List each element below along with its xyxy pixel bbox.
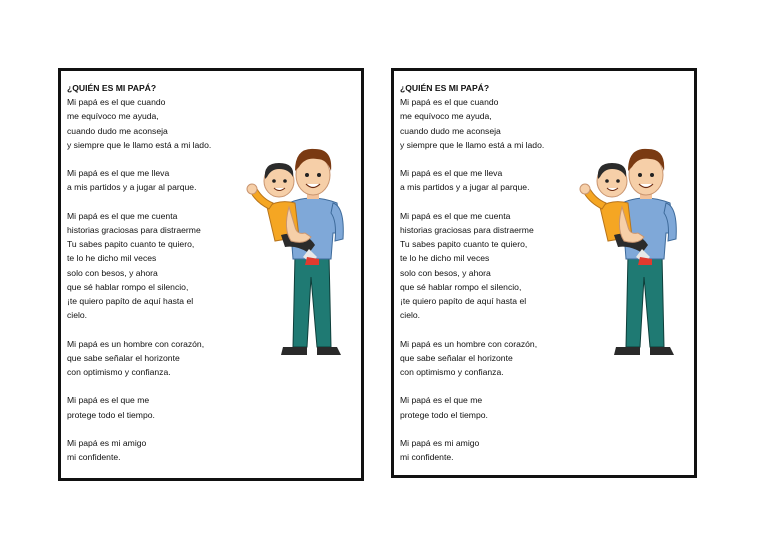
poem-line: protege todo el tiempo. [400, 409, 488, 420]
poem-line: a mis partidos y a jugar al parque. [400, 182, 530, 193]
poem-line: que sabe señalar el horizonte [67, 352, 180, 363]
poem-line: me equívoco me ayuda, [400, 111, 492, 122]
poem-line: Mi papá es el que me lleva [67, 168, 170, 179]
poem-text [400, 81, 600, 464]
poem-line: me equívoco me ayuda, [67, 111, 159, 122]
stanza-gap [400, 152, 600, 166]
poem-line: Mi papá es el que me cuenta [67, 210, 178, 221]
poem-card-right [391, 68, 697, 478]
poem-line: te lo he dicho mil veces [67, 253, 157, 264]
poem-line: Mi papá es un hombre con corazón, [400, 338, 538, 349]
poem-line: ¡te quiero papíto de aquí hasta el [400, 296, 527, 307]
poem-line: que sabe señalar el horizonte [400, 352, 513, 363]
poem-line: Tu sabes papito cuanto te quiero, [67, 239, 195, 250]
poem-line: Mi papá es un hombre con corazón, [67, 338, 205, 349]
poem-line: cielo. [67, 310, 88, 321]
poem-line: mi confidente. [400, 452, 454, 463]
poem-title: ¿QUIÉN ES MI PAPÁ? [400, 83, 490, 93]
poem-line: cielo. [400, 310, 421, 321]
poem-line: te lo he dicho mil veces [400, 253, 490, 264]
poem-line: solo con besos, y ahora [400, 267, 491, 278]
poem-line: que sé hablar rompo el silencio, [67, 281, 189, 292]
stanza-gap [67, 152, 267, 166]
poem-line: Mi papá es el que me lleva [400, 168, 503, 179]
father-carrying-son-icon [578, 137, 694, 367]
poem-line: historias graciosas para distraerme [400, 225, 534, 235]
stanza-gap [400, 322, 600, 336]
poem-title: ¿QUIÉN ES MI PAPÁ? [67, 83, 157, 93]
poem-line: historias graciosas para distraerme [67, 225, 201, 235]
poem-line: Mi papá es mi amigo [400, 438, 480, 448]
poem-line: y siempre que le llamo está a mi lado. [67, 139, 212, 150]
poem-line: cuando dudo me aconseja [67, 125, 168, 136]
poem-line: cuando dudo me aconseja [400, 125, 501, 136]
poem-line: y siempre que le llamo está a mi lado. [400, 139, 545, 150]
father-carrying-son-icon [245, 137, 361, 367]
poem-card-left [58, 68, 364, 481]
stanza-gap [67, 422, 267, 436]
poem-line: Mi papá es el que me [67, 395, 150, 406]
poem-line: Mi papá es el que me [400, 395, 483, 406]
stanza-gap [67, 379, 267, 393]
poem-line: a mis partidos y a jugar al parque. [67, 182, 197, 193]
poem-text [67, 81, 267, 464]
poem-line: Mi papá es el que cuando [400, 97, 499, 108]
stanza-gap [400, 195, 600, 209]
poem-line: solo con besos, y ahora [67, 267, 158, 278]
poem-line: Mi papá es el que me cuenta [400, 210, 511, 221]
stanza-gap [67, 195, 267, 209]
poem-line: Mi papá es el que cuando [67, 97, 166, 108]
stanza-gap [400, 379, 600, 393]
poem-line: con optimismo y confianza. [400, 367, 504, 378]
poem-line: mi confidente. [67, 452, 121, 463]
stanza-gap [400, 422, 600, 436]
poem-line: con optimismo y confianza. [67, 367, 171, 378]
poem-line: protege todo el tiempo. [67, 409, 155, 420]
poem-line: Tu sabes papito cuanto te quiero, [400, 239, 528, 250]
poem-line: ¡te quiero papíto de aquí hasta el [67, 296, 194, 307]
poem-line: Mi papá es mi amigo [67, 438, 147, 448]
stanza-gap [67, 322, 267, 336]
poem-line: que sé hablar rompo el silencio, [400, 281, 522, 292]
